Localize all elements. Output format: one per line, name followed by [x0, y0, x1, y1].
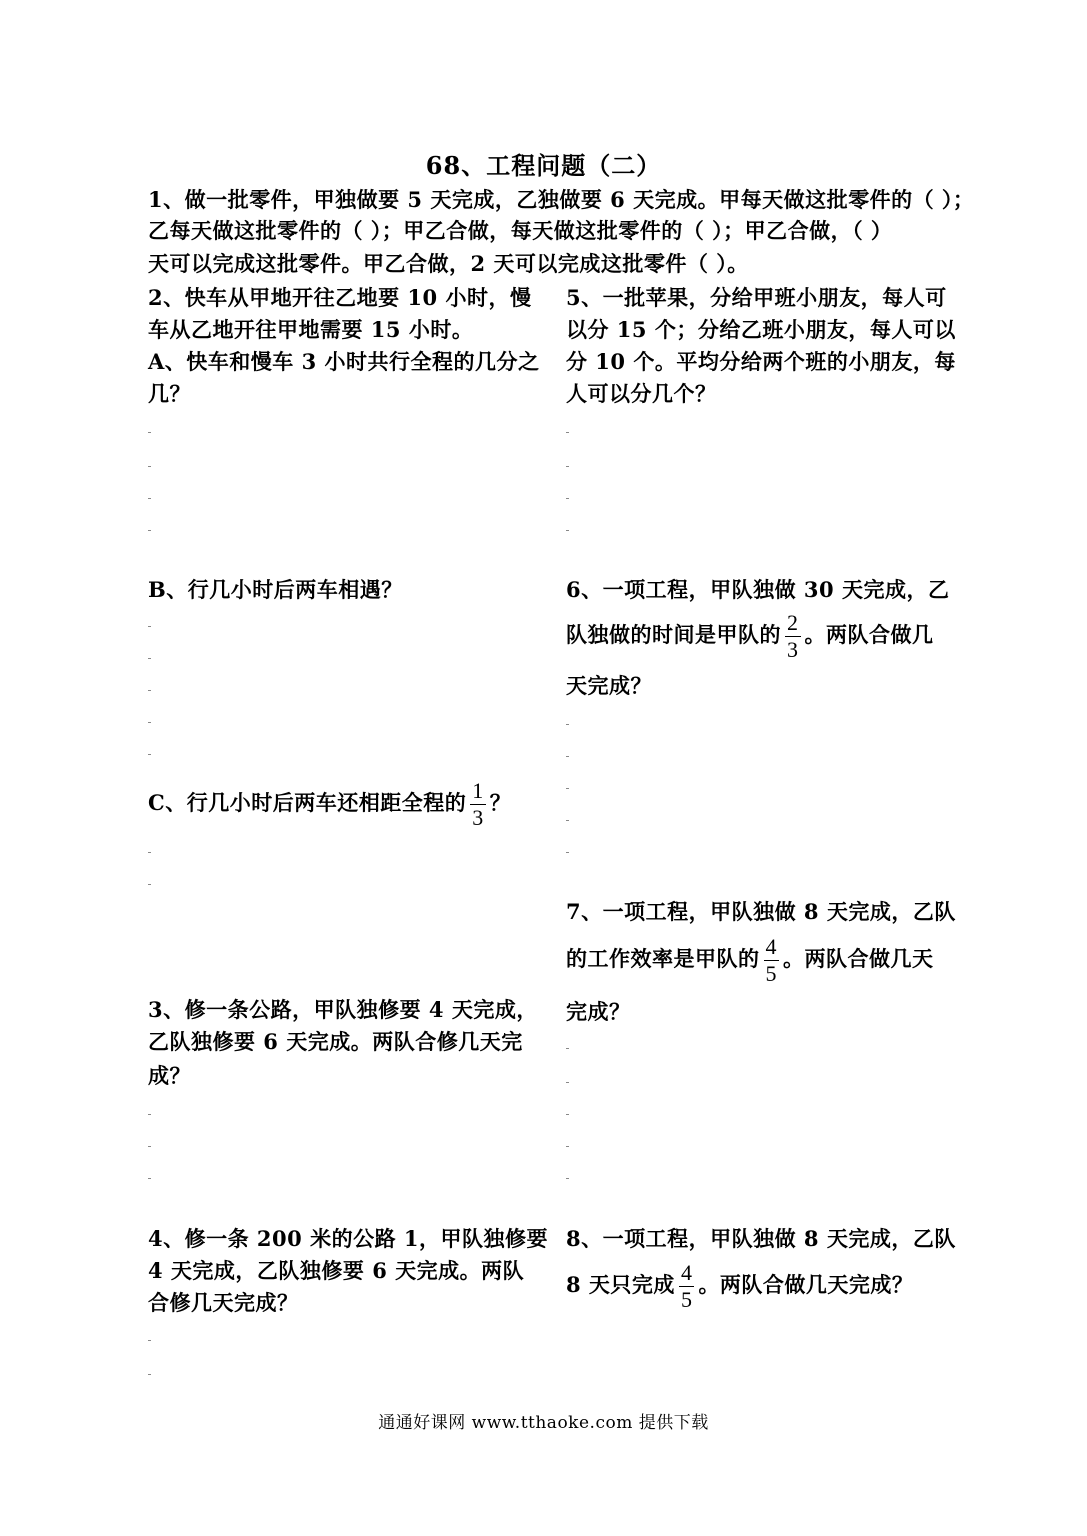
q8-fraction [679, 1262, 695, 1311]
q1-line1: 1、做一批零件，甲独做要 5 天完成，乙独做要 6 天完成。甲每天做这批零件的（ ）； [148, 187, 975, 212]
q8-line2-after: 。两队合做几天完成？ [698, 1272, 914, 1297]
q2a-line2: 几？ [148, 381, 191, 406]
q2c-text [148, 780, 511, 829]
q2c-frac-num: 1 [472, 778, 484, 803]
q2c-before: C、行几小时后两车还相距全程的 [148, 790, 467, 815]
q6-frac-num: 2 [787, 610, 799, 635]
q4-line3: 合修几天完成？ [148, 1290, 299, 1315]
q6-line1: 6、一项工程，甲队独做 30 天完成，乙 [566, 577, 950, 602]
q8-frac-den: 5 [680, 1287, 693, 1312]
q2c-frac-den: 3 [472, 805, 484, 830]
q8-line2-before: 8 天只完成 [566, 1272, 675, 1297]
q6-line3: 天完成？ [566, 673, 652, 698]
q6-line2 [566, 612, 934, 661]
q5-line1: 5、一批苹果，分给甲班小朋友，每人可 [566, 285, 947, 310]
q7-frac-den: 5 [765, 961, 777, 986]
q2c-fraction [470, 780, 486, 829]
q5-line4: 人可以分几个？ [566, 381, 717, 406]
footer-credit: 通通好课网 www.tthaoke.com 提供下载 [378, 1413, 709, 1433]
q1-line3: 天可以完成这批零件。甲乙合做，2 天可以完成这批零件（ ）。 [148, 251, 749, 276]
q8-frac-num: 4 [680, 1260, 693, 1285]
q8-line1: 8、一项工程，甲队独做 8 天完成，乙队 [566, 1226, 956, 1251]
q2a-line1: A、快车和慢车 3 小时共行全程的几分之 [148, 349, 540, 374]
q7-fraction [764, 936, 780, 985]
page-title: 68、工程问题（二） [425, 151, 662, 180]
q5-line2: 以分 15 个；分给乙班小朋友，每人可以 [566, 317, 956, 342]
q7-line2-after: 。两队合做几天 [783, 946, 934, 971]
q3-line3: 成？ [148, 1063, 191, 1088]
q2c-after: ？ [489, 790, 512, 815]
q7-line3: 完成？ [566, 999, 631, 1024]
q3-line1: 3、修一条公路，甲队独修要 4 天完成， [148, 997, 538, 1022]
q5-line3: 分 10 个。平均分给两个班的小朋友，每 [566, 349, 956, 374]
q6-line2-after: 。两队合做几 [804, 622, 934, 647]
q8-line2 [566, 1262, 913, 1311]
q6-frac-den: 3 [787, 637, 799, 662]
q7-line2 [566, 936, 934, 985]
q6-fraction [785, 612, 801, 661]
q6-line2-before: 队独做的时间是甲队的 [566, 622, 781, 647]
q1-line2: 乙每天做这批零件的（ ）；甲乙合做，每天做这批零件的（ ）；甲乙合做，（ ） [148, 218, 893, 243]
q7-frac-num: 4 [765, 934, 777, 959]
q2-line1: 2、快车从甲地开往乙地要 10 小时，慢 [148, 285, 532, 310]
q7-line2-before: 的工作效率是甲队的 [566, 946, 760, 971]
q2b-text: B、行几小时后两车相遇？ [148, 577, 403, 602]
q7-line1: 7、一项工程，甲队独做 8 天完成，乙队 [566, 899, 956, 924]
q3-line2: 乙队独修要 6 天完成。两队合修几天完 [148, 1029, 523, 1054]
q4-line2: 4 天完成，乙队独修要 6 天完成。两队 [148, 1258, 525, 1283]
q4-line1: 4、修一条 200 米的公路 1，甲队独修要 [148, 1226, 548, 1251]
q2-line2: 车从乙地开往甲地需要 15 小时。 [148, 317, 474, 342]
